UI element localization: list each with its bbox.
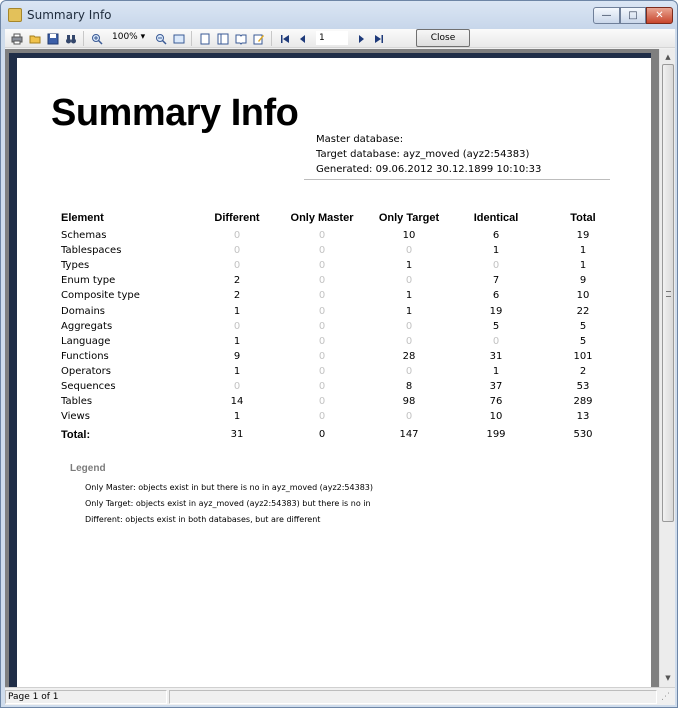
cell-identical-9: 1 xyxy=(492,365,500,377)
zoom-value: 100% xyxy=(112,32,138,42)
cell-only-master-2: 0 xyxy=(318,260,326,272)
cell-only-master-0: 0 xyxy=(318,230,326,241)
legend-title: Legend xyxy=(70,463,106,474)
cell-different-6: 0 xyxy=(233,320,241,332)
cell-identical-7: 0 xyxy=(492,335,500,347)
cell-different-12: 1 xyxy=(233,411,241,423)
cell-identical-3: 7 xyxy=(492,275,500,287)
cell-only-master-9: 0 xyxy=(318,365,326,377)
cell-only-target-5: 1 xyxy=(405,305,413,317)
cell-identical-11: 76 xyxy=(489,396,503,408)
row-label-10: Sequences xyxy=(61,381,116,392)
status-bar xyxy=(5,687,675,705)
cell-total-7: 5 xyxy=(579,335,587,347)
legend-only-master: Only Master: objects exist in but there is no in ayz_moved (ayz2:54383) xyxy=(85,483,373,492)
total-identical: 199 xyxy=(486,429,506,440)
total-different: 31 xyxy=(230,429,244,440)
window-title: Summary Info xyxy=(27,8,112,22)
total-only-master: 0 xyxy=(318,429,326,440)
client-area xyxy=(5,29,675,705)
cell-different-11: 14 xyxy=(230,396,244,408)
edit-page-icon[interactable] xyxy=(251,31,267,46)
row-label-4: Composite type xyxy=(61,290,140,302)
row-label-0: Schemas xyxy=(61,230,107,241)
cell-different-7: 1 xyxy=(233,335,241,347)
cell-identical-1: 1 xyxy=(492,245,500,257)
cell-identical-0: 6 xyxy=(492,230,500,241)
whole-page-icon[interactable] xyxy=(171,31,187,46)
cell-total-3: 9 xyxy=(579,275,587,287)
toolbar-separator xyxy=(271,31,272,46)
row-label-2: Types xyxy=(61,260,90,272)
cell-only-target-3: 0 xyxy=(405,275,413,287)
cell-only-master-5: 0 xyxy=(318,305,326,317)
last-page-icon[interactable] xyxy=(371,31,387,46)
cell-different-2: 0 xyxy=(233,260,241,272)
generated-label: Generated: 09.06.2012 30.12.1899 10:10:33 xyxy=(316,164,542,175)
row-label-7: Language xyxy=(61,335,111,347)
previous-page-icon[interactable] xyxy=(295,31,311,46)
vertical-scrollbar[interactable] xyxy=(659,49,675,687)
cell-identical-10: 37 xyxy=(489,381,503,392)
cell-only-target-9: 0 xyxy=(405,365,413,377)
status-page: Page 1 of 1 xyxy=(5,690,167,704)
title-bar[interactable] xyxy=(1,1,677,29)
cell-total-10: 53 xyxy=(576,381,590,392)
page-border xyxy=(9,53,651,687)
column-header-element: Element xyxy=(61,212,104,224)
cell-only-target-2: 1 xyxy=(405,260,413,272)
scrollbar-thumb[interactable] xyxy=(662,64,674,522)
target-database-label: Target database: ayz_moved (ayz2:54383) xyxy=(316,149,530,160)
cell-identical-12: 10 xyxy=(489,411,503,423)
cell-different-9: 1 xyxy=(233,365,241,377)
legend-different: Different: objects exist in both databases, but are different xyxy=(85,515,321,524)
app-icon xyxy=(8,8,22,22)
cell-different-1: 0 xyxy=(233,245,241,257)
cell-only-master-7: 0 xyxy=(318,335,326,347)
first-page-icon[interactable] xyxy=(277,31,293,46)
open-folder-icon[interactable] xyxy=(27,31,43,46)
column-header-different: Different xyxy=(214,212,260,224)
cell-only-target-8: 28 xyxy=(402,350,416,362)
report-page xyxy=(17,58,651,687)
zoom-in-icon[interactable] xyxy=(89,31,105,46)
cell-total-5: 22 xyxy=(576,305,590,317)
cell-total-0: 19 xyxy=(576,230,590,241)
cell-identical-5: 19 xyxy=(489,305,503,317)
cell-only-target-7: 0 xyxy=(405,335,413,347)
report-title: Summary Info xyxy=(51,92,299,134)
cell-identical-2: 0 xyxy=(492,260,500,272)
toolbar-separator xyxy=(191,31,192,46)
header-divider xyxy=(304,179,610,180)
row-label-9: Operators xyxy=(61,365,111,377)
cell-total-11: 289 xyxy=(573,396,593,408)
single-page-icon[interactable] xyxy=(197,31,213,46)
cell-only-target-12: 0 xyxy=(405,411,413,423)
cell-identical-4: 6 xyxy=(492,290,500,302)
row-label-6: Aggregats xyxy=(61,320,113,332)
row-label-3: Enum type xyxy=(61,275,116,287)
minimize-button[interactable]: — xyxy=(593,7,620,24)
cell-only-target-1: 0 xyxy=(405,245,413,257)
row-label-5: Domains xyxy=(61,305,106,317)
scroll-up-icon[interactable]: ▲ xyxy=(665,53,671,61)
cell-different-4: 2 xyxy=(233,290,241,302)
cell-only-master-11: 0 xyxy=(318,396,326,408)
scroll-down-icon[interactable]: ▼ xyxy=(665,674,671,682)
cell-only-master-6: 0 xyxy=(318,320,326,332)
cell-only-target-6: 0 xyxy=(405,320,413,332)
cell-only-master-12: 0 xyxy=(318,411,326,423)
cell-only-master-1: 0 xyxy=(318,245,326,257)
page-number-input[interactable]: 1 xyxy=(316,31,348,45)
window-close-button[interactable]: ✕ xyxy=(646,7,673,24)
chevron-down-icon: ▾ xyxy=(140,32,146,42)
cell-total-12: 13 xyxy=(576,411,590,423)
total-total: 530 xyxy=(573,429,593,440)
cell-identical-6: 5 xyxy=(492,320,500,332)
book-icon[interactable] xyxy=(233,31,249,46)
print-icon[interactable] xyxy=(9,31,25,46)
cell-only-target-10: 8 xyxy=(405,381,413,392)
legend-only-target: Only Target: objects exist in ayz_moved (ayz2:54383) but there is no in xyxy=(85,499,371,508)
save-icon[interactable] xyxy=(45,31,61,46)
zoom-out-icon[interactable] xyxy=(153,31,169,46)
cell-only-master-8: 0 xyxy=(318,350,326,362)
toolbar xyxy=(5,29,675,48)
cell-total-6: 5 xyxy=(579,320,587,332)
column-header-only-master: Only Master xyxy=(290,212,354,224)
preview-area[interactable] xyxy=(5,49,659,687)
cell-only-master-4: 0 xyxy=(318,290,326,302)
toolbar-separator xyxy=(83,31,84,46)
master-database-label: Master database: xyxy=(316,134,404,145)
row-label-1: Tablespaces xyxy=(61,245,122,257)
cell-only-master-10: 0 xyxy=(318,381,326,392)
column-header-identical: Identical xyxy=(473,212,519,224)
cell-only-target-0: 10 xyxy=(402,230,416,241)
cell-different-8: 9 xyxy=(233,350,241,362)
total-only-target: 147 xyxy=(399,429,419,440)
close-button[interactable]: Close xyxy=(416,29,470,47)
column-header-only-target: Only Target xyxy=(378,212,440,224)
zoom-select[interactable] xyxy=(112,32,145,42)
resize-grip-icon[interactable]: ⋰ xyxy=(661,692,670,702)
cell-different-0: 0 xyxy=(233,230,241,241)
cell-identical-8: 31 xyxy=(489,350,503,362)
cell-total-4: 10 xyxy=(576,290,590,302)
cell-only-target-4: 1 xyxy=(405,290,413,302)
cell-total-8: 101 xyxy=(573,350,593,362)
row-label-11: Tables xyxy=(61,396,93,408)
cell-total-1: 1 xyxy=(579,245,587,257)
status-pane-2 xyxy=(169,690,657,704)
cell-different-5: 1 xyxy=(233,305,241,317)
grip-icon xyxy=(666,291,671,297)
row-label-12: Views xyxy=(61,411,90,423)
maximize-button[interactable]: □ xyxy=(620,7,646,24)
cell-different-3: 2 xyxy=(233,275,241,287)
total-row-label: Total: xyxy=(61,429,91,441)
page-setup-icon[interactable] xyxy=(215,31,231,46)
cell-only-target-11: 98 xyxy=(402,396,416,408)
cell-total-9: 2 xyxy=(579,365,587,377)
next-page-icon[interactable] xyxy=(353,31,369,46)
cell-different-10: 0 xyxy=(233,381,241,392)
cell-total-2: 1 xyxy=(579,260,587,272)
column-header-total: Total xyxy=(570,212,596,224)
row-label-8: Functions xyxy=(61,350,109,362)
cell-only-master-3: 0 xyxy=(318,275,326,287)
find-binoculars-icon[interactable] xyxy=(63,31,79,46)
